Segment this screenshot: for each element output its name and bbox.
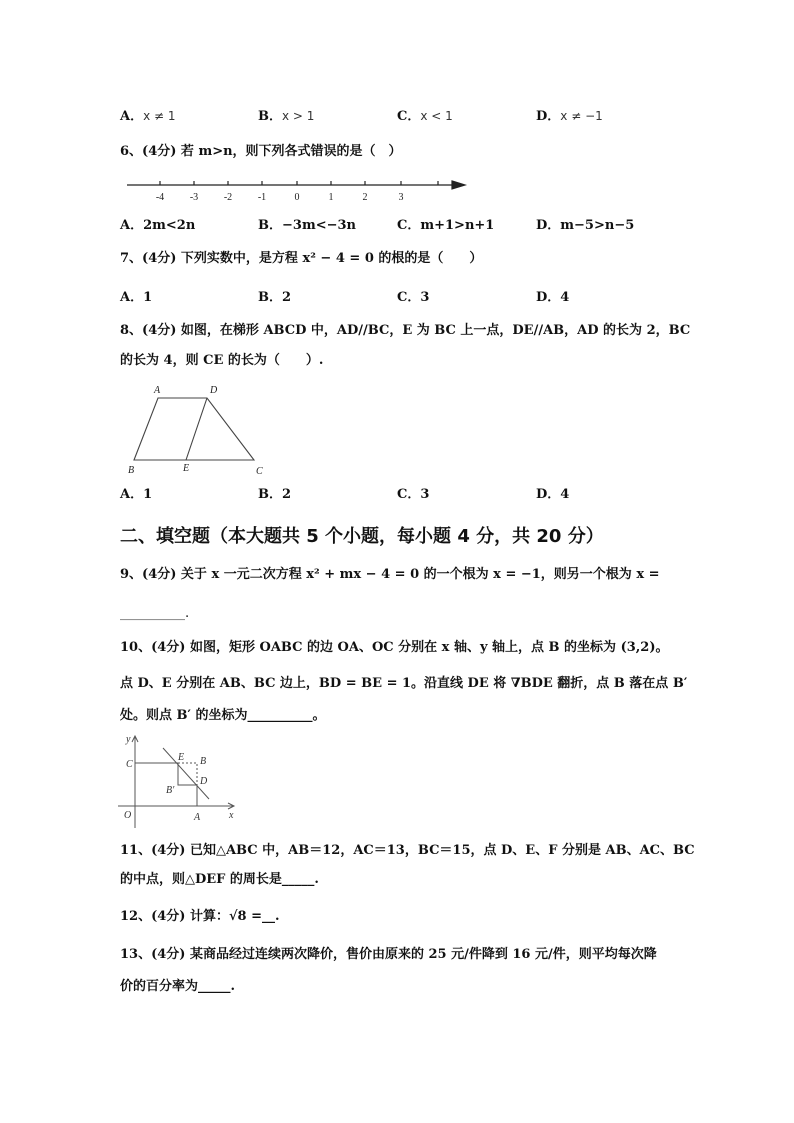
option-label: D． <box>536 109 561 124</box>
trapezoid-abcd <box>134 398 254 460</box>
segment-de <box>186 398 207 460</box>
option-value: 4 <box>560 290 570 305</box>
option-label: C． <box>397 487 421 502</box>
label-b: B <box>128 465 135 476</box>
q13-line1: 13、(4分) 某商品经过连续两次降价，售价由原来的 25 元/件降到 16 元/件，则平均每次降 <box>120 947 657 962</box>
option-value: x ≠ 1 <box>143 109 176 123</box>
number-line-label: -4 <box>155 192 165 203</box>
number-line-label: -1 <box>257 192 267 203</box>
q10-line1: 10、(4分) 如图，矩形 OABC 的边 OA、OC 分别在 x 轴、y 轴上，点 B 的坐标为 (3,2)。 <box>120 640 669 655</box>
option-label: A． <box>120 218 144 233</box>
q11-line2: 的中点，则△DEF 的周长是_____. <box>120 872 319 887</box>
option-label: D． <box>536 218 561 233</box>
option-value: 3 <box>420 290 430 305</box>
option-value: 3 <box>420 487 430 502</box>
q8-line1: 8、(4分) 如图，在梯形 ABCD 中，AD//BC，E 为 BC 上一点，DE//AB，AD 的长为 2，BC <box>120 323 691 338</box>
label-b-prime: B′ <box>166 785 175 796</box>
option-label: A． <box>120 109 144 124</box>
q7-stem: 7、(4分) 下列实数中，是方程 x² − 4 = 0 的根的是（ ） <box>120 251 483 266</box>
option-label: D． <box>536 290 561 305</box>
option-value: 2m<2n <box>143 218 196 233</box>
option-value: x ≠ −1 <box>560 109 603 123</box>
option-label: B． <box>258 109 282 124</box>
number-line <box>127 181 465 189</box>
label-c: C <box>126 759 133 770</box>
segment-eb-prime-d <box>178 763 197 785</box>
option-value: 2 <box>282 290 292 305</box>
q9-line1: 9、(4分) 关于 x 一元二次方程 x² + mx − 4 = 0 的一个根为 x = −1，则另一个根为 x = <box>120 567 660 582</box>
option-label: A． <box>120 487 144 502</box>
label-e: E <box>183 463 190 474</box>
label-x: x <box>229 810 234 821</box>
option-value: 4 <box>560 487 570 502</box>
q6-stem: 6、(4分) 若 m>n，则下列各式错误的是（ ） <box>120 144 402 159</box>
q12-line1: 12、(4分) 计算：√8 =__. <box>120 909 280 924</box>
label-e: E <box>178 752 185 763</box>
label-y: y <box>126 734 131 745</box>
number-line-label: 2 <box>362 192 368 203</box>
option-label: D． <box>536 487 561 502</box>
option-value: 2 <box>282 487 292 502</box>
number-line-label: 3 <box>398 192 404 203</box>
label-o: O <box>124 810 132 821</box>
option-value: 1 <box>143 487 153 502</box>
label-a: A <box>194 812 201 823</box>
q13-line2: 价的百分率为_____. <box>120 979 236 994</box>
arrow-right-icon <box>452 181 465 189</box>
section-heading-fill-in: 二、填空题（本大题共 5 个小题，每小题 4 分，共 20 分） <box>120 526 604 547</box>
option-label: B． <box>258 487 282 502</box>
label-d: D <box>200 776 208 787</box>
label-b: B <box>200 756 207 767</box>
option-value: 1 <box>143 290 153 305</box>
number-line-label: 1 <box>328 192 334 203</box>
option-value: −3m<−3n <box>282 218 356 233</box>
option-label: C． <box>397 290 421 305</box>
option-label: C． <box>397 218 421 233</box>
q9-answer-blank: __________. <box>120 606 190 621</box>
label-c: C <box>256 466 263 477</box>
q11-line1: 11、(4分) 已知△ABC 中，AB＝12，AC＝13，BC＝15，点 D、E、F 分别是 AB、AC、BC <box>120 843 695 858</box>
option-value: x < 1 <box>420 109 453 123</box>
option-label: A． <box>120 290 144 305</box>
segment-ebd-dotted <box>178 763 197 785</box>
q10-line2: 点 D、E 分别在 AB、BC 边上，BD = BE = 1。沿直线 DE 将 ∇BDE 翻折，点 B 落在点 B′ <box>120 676 688 691</box>
number-line-label: 0 <box>294 192 300 203</box>
number-line-label: -2 <box>223 192 233 203</box>
number-line-label: -3 <box>189 192 199 203</box>
option-label: B． <box>258 218 282 233</box>
option-value: m+1>n+1 <box>420 218 495 233</box>
option-label: C． <box>397 109 421 124</box>
label-a: A <box>154 385 161 396</box>
trapezoid-figure <box>134 398 254 460</box>
coordinate-figure <box>118 736 234 828</box>
q8-line2: 的长为 4，则 CE 的长为（ ）. <box>120 353 324 368</box>
option-value: x > 1 <box>282 109 315 123</box>
option-value: m−5>n−5 <box>560 218 635 233</box>
label-d: D <box>210 385 218 396</box>
q10-line3: 处。则点 B′ 的坐标为__________。 <box>120 708 326 723</box>
option-label: B． <box>258 290 282 305</box>
